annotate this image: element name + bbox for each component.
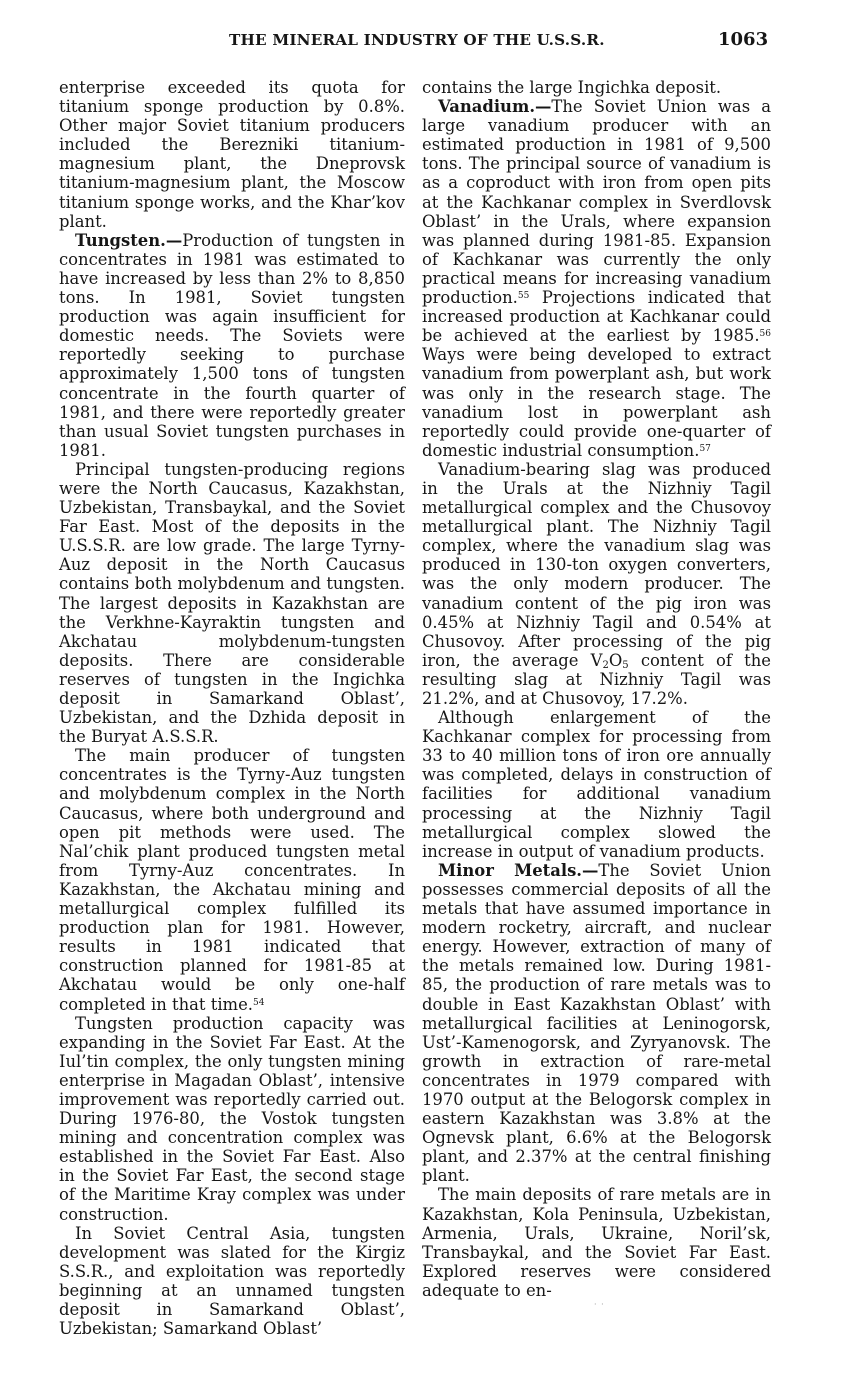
page-header	[0, 29, 866, 53]
paragraph-text: The Soviet Union possesses commercial deposits of all the metals that have assumed importance in modern rocketry, aircraft, and nuclear energy. However, extraction of many of the metals remained low. During 1981-85, the production of rare metals was to double in East Kazakhstan Oblast’ with metallurgical facilities at Leninogorsk, Ust’-Kamenogorsk, and Zyryanovsk. The growth in extraction of rare-metal concentrates in 1979 compared with 1970 output at the Belogorsk complex in eastern Kazakhstan was 3.8% at the Ognevsk plant, 6.6% at the Belogorsk plant, and 2.37% at the central finishing plant.	[422, 860, 771, 1186]
paragraph-rare-metal-deposits: The main deposits of rare metals are in Kazakhstan, Kola Peninsula, Uzbekistan, Armenia, Urals, Ukraine, Noril’sk, Transbaykal, and the Soviet Far East. Explored reserves were considered adequate to en-	[422, 1185, 771, 1300]
paragraph-text: Production of tungsten in concentrates in 1981 was estimated to have increased by less than 2% to 8,850 tons. In 1981, Soviet tungsten production was again insufficient for domestic needs. The Soviets were reportedly seeking to purchase approximately 1,500 tons of tungsten concentrate in the fourth quarter of 1981, and there were reportedly greater than usual Soviet tungsten purchases in 1981.	[59, 230, 405, 460]
paragraph-tungsten-regions: Principal tungsten-producing regions were the North Caucasus, Kazakhstan, Uzbekistan, Transbaykal, and the Soviet Far East. Most of the deposits in the U.S.S.R. are low grade. The large Tyrny-Auz deposit in the North Caucasus contains both molybdenum and tungsten. The largest deposits in Kazakhstan are the Verkhne-Kayraktin tungsten and Akchatau molybdenum-tungsten deposits. There are considerable reserves of tungsten in the Ingichka deposit in Samarkand Oblast’, Uzbekistan, and the Dzhida deposit in the Buryat A.S.S.R.	[59, 459, 405, 747]
formula-part: V	[590, 650, 603, 670]
section-heading-minor-metals: Minor Metals.—	[438, 860, 599, 880]
paragraph-tungsten-producers	[59, 746, 405, 1013]
running-title: THE MINERAL INDUSTRY OF THE U.S.S.R.	[229, 31, 605, 49]
paragraph-kachkanar-enlargement: Although enlargement of the Kachkanar complex for processing from 33 to 40 million tons of iron ore annually was completed, delays in construction of facilities for additional vanadium processing at the Nizhniy Tagil metallurgical complex slowed the increase in output of vanadium products.	[422, 708, 771, 861]
paragraph-text: The Soviet Union was a large vanadium producer with an estimated production in 1981 of 9,500 tons. The principal source of vanadium is as a coproduct with iron from open pits at the Kachkanar complex in Sverdlovsk Oblast’ in the Urals, where expansion was planned during 1981-85. Expansion of Kachkanar was currently the only practical means for increasing vanadium production.	[422, 97, 771, 308]
footnote-ref: 56	[759, 329, 771, 340]
left-column	[59, 78, 405, 1338]
section-heading-vanadium: Vanadium.—	[438, 97, 552, 117]
formula-v2o5	[591, 651, 629, 670]
paragraph-tungsten-central-asia: In Soviet Central Asia, tungsten development was slated for the Kirgiz S.S.R., and exploitation was reportedly beginning at an unnamed tungsten deposit in Samarkand Oblast’, Uzbekistan; Samarkand Oblast’	[59, 1223, 405, 1339]
paragraph-vanadium-intro	[422, 97, 771, 460]
formula-subscript: 5	[622, 659, 629, 671]
paragraph-text: Projections indicated that increased production at Kachkanar could be achieved at the earliest by 1985.	[422, 288, 771, 346]
paragraph-text: Ways were being developed to extract vanadium from powerplant ash, but work was only in the research stage. The vanadium lost in powerplant ash reportedly could provide one-quarter of domestic industrial consumption.	[422, 345, 771, 460]
formula-part: O	[608, 650, 623, 670]
paragraph-vanadium-slag	[422, 460, 771, 708]
paragraph-text: The main producer of tungsten concentrates is the Tyrny-Auz tungsten and molybdenum complex in the North Caucasus, where both underground and open pit methods were used. The Nal’chik plant produced tungsten metal from Tyrny-Auz concentrates. In Kazakhstan, the Akchatau mining and metallurgical complex fulfilled its production plan for 1981. However, results in 1981 indicated that construction planned for 1981-85 at Akchatau would be only one-half completed in that time.	[59, 746, 405, 1014]
paragraph-tungsten-far-east: Tungsten production capacity was expanding in the Soviet Far East. At the Iul’tin complex, the only tungsten mining enterprise in Magadan Oblast’, intensive improvement was reportedly carried out. During 1976-80, the Vostok tungsten mining and concentration complex was established in the Soviet Far East. Also in the Soviet Far East, the second stage of the Maritime Kray complex was under construction.	[59, 1013, 405, 1224]
paragraph-text: content of the resulting slag at Nizhniy Tagil was 21.2%, and at Chusovoy, 17.2%.	[422, 650, 771, 708]
paragraph-ingichka-continued: contains the large Ingichka deposit.	[422, 78, 722, 97]
page-number: 1063	[718, 29, 769, 50]
paragraph-titanium-continued: enterprise exceeded its quota for titanium sponge production by 0.8%. Other major Soviet titanium producers included the Berezniki titanium-magnesium plant, the Dneprovsk titanium-magnesium plant, the Moscow titanium sponge works, and the Khar’kov plant.	[59, 78, 405, 231]
paragraph-tungsten-intro	[59, 231, 405, 460]
paragraph-minor-metals	[422, 861, 771, 1186]
scan-artifact: · ·	[594, 1300, 605, 1309]
formula-subscript: 2	[602, 659, 609, 671]
footnote-ref: 55	[517, 291, 530, 302]
right-column	[422, 78, 771, 1300]
footnote-ref: 57	[699, 443, 711, 454]
section-heading-tungsten: Tungsten.—	[75, 230, 183, 250]
footnote-ref: 54	[253, 997, 265, 1008]
paragraph-text: Vanadium-bearing slag was produced in the Urals at the Nizhniy Tagil metallurgical complex and the Chusovoy metallurgical plant. The Nizhniy Tagil complex, where the vanadium slag was produced in 130-ton oxygen converters, was the only modern producer. The vanadium content of the pig iron was 0.45% at Nizhniy Tagil and 0.54% at Chusovoy. After processing of the pig iron, the average	[422, 459, 771, 670]
